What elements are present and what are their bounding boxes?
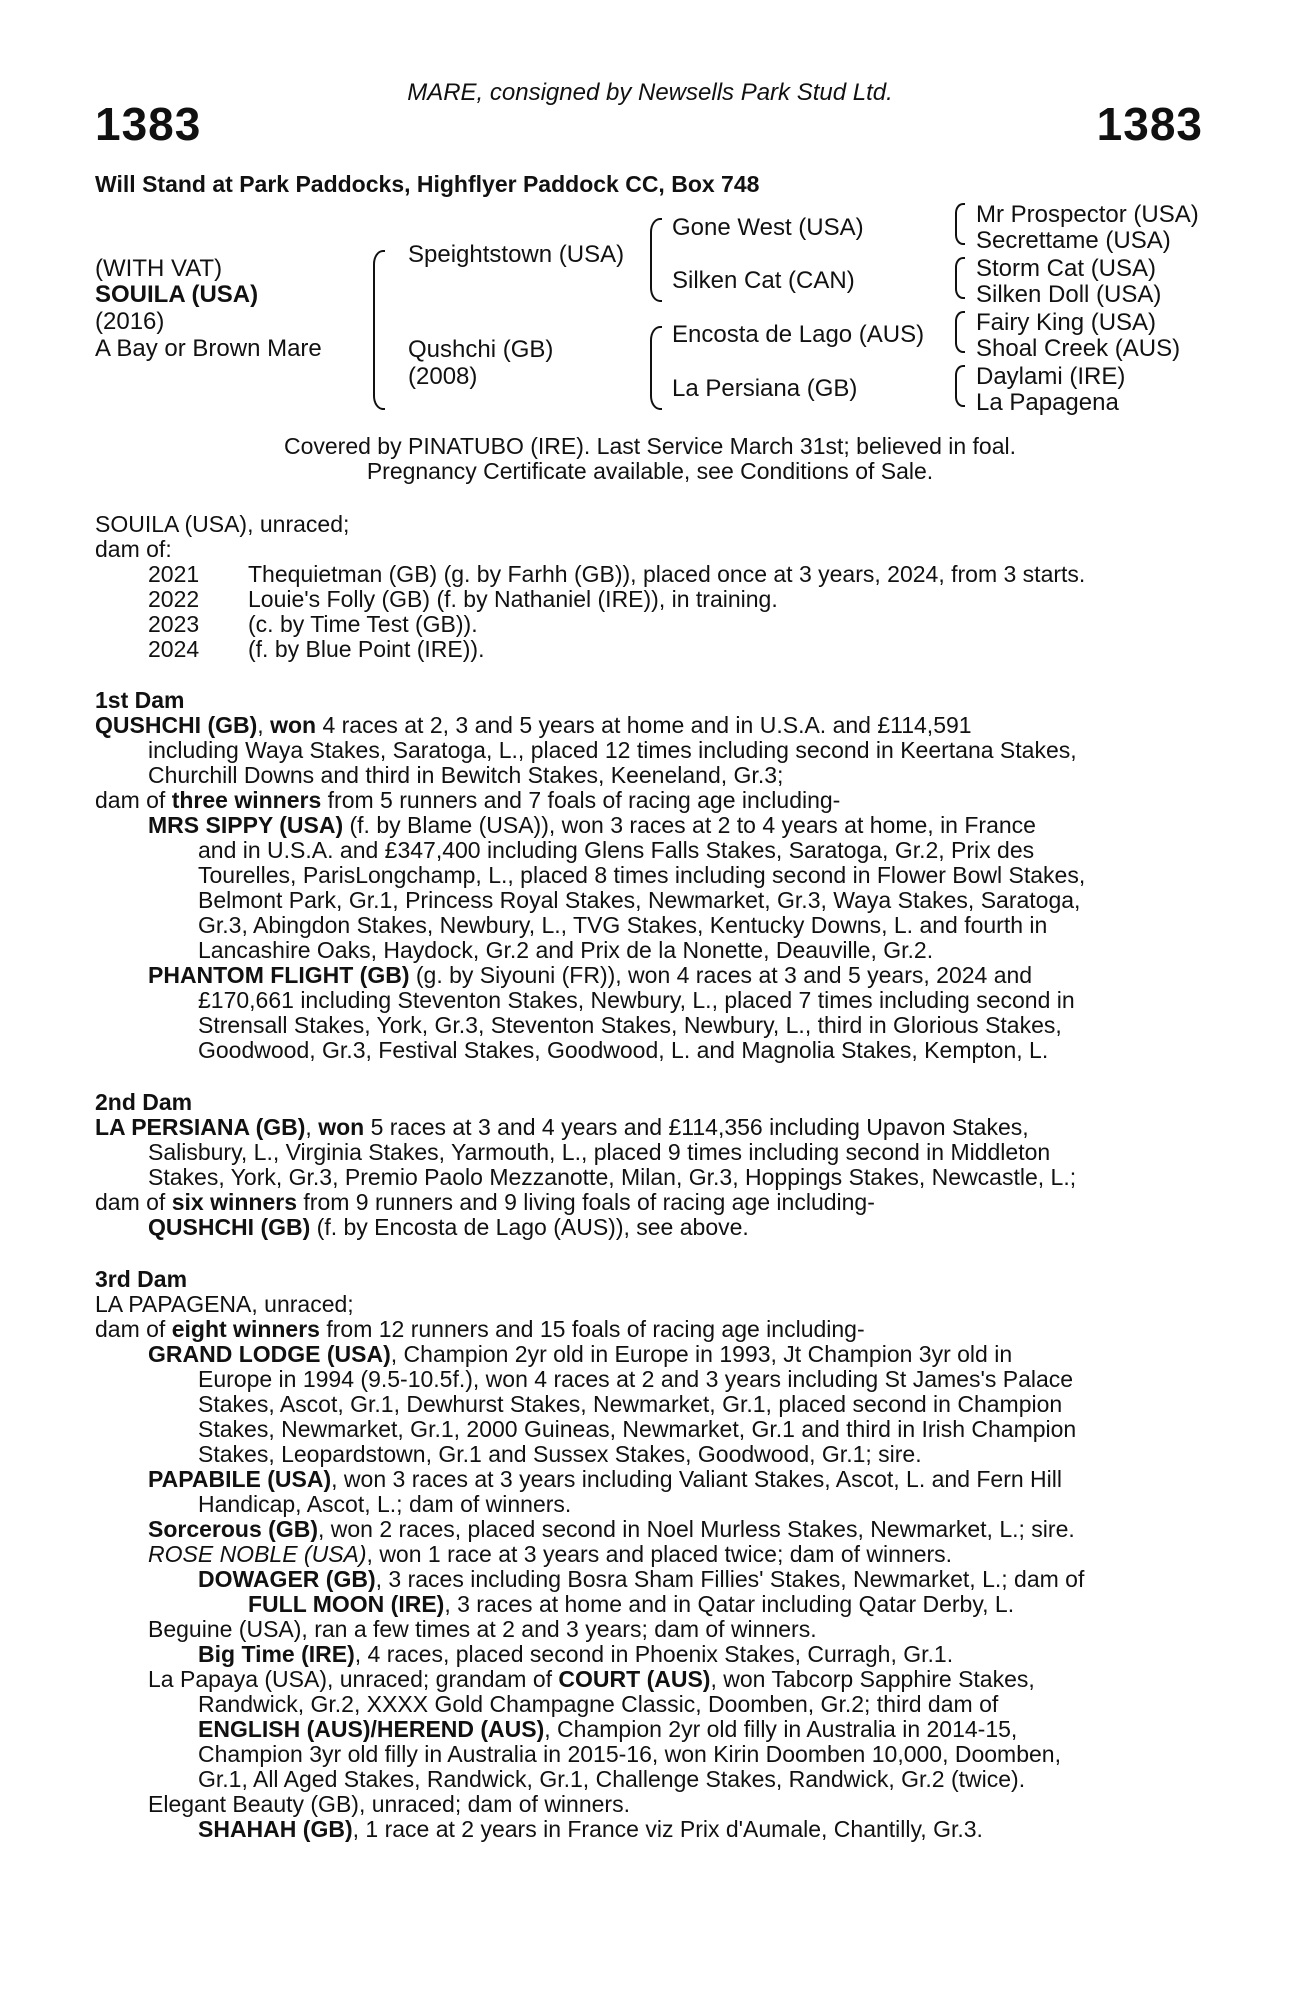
progeny-name: MRS SIPPY (USA)	[148, 812, 344, 838]
dsd: Shoal Creek (AUS)	[976, 335, 1181, 362]
progeny-line	[198, 1567, 1084, 1593]
progeny-line	[148, 1467, 1062, 1493]
progeny-line	[198, 1717, 1017, 1743]
progeny-text: Belmont Park, Gr.1, Princess Royal Stakes, Newmarket, Gr.3, Waya Stakes, Saratoga,	[198, 887, 1081, 913]
progeny-line	[148, 1342, 1012, 1368]
dam-sire: Encosta de Lago (AUS)	[672, 321, 925, 348]
dam2-won: won	[318, 1114, 365, 1140]
progeny-line	[148, 1542, 952, 1568]
dam1-won: won	[270, 712, 317, 738]
dam2-text: 5 races at 3 and 4 years and £114,356 including Upavon Stakes,	[370, 1114, 1029, 1140]
produce-text: Louie's Folly (GB) (f. by Nathaniel (IRE)), in training.	[248, 586, 778, 612]
progeny-text: , 3 races at home and in Qatar including Qatar Derby, L.	[444, 1591, 1015, 1617]
progeny-text: Stakes, Leopardstown, Gr.1 and Sussex Stakes, Goodwood, Gr.1; sire.	[198, 1441, 922, 1467]
dds: Daylami (IRE)	[976, 363, 1126, 390]
progeny-text: , 1 race at 2 years in France viz Prix d'Aumale, Chantilly, Gr.3.	[352, 1816, 983, 1842]
dam1-line: QUSHCHI (GB), won 4 races at 2, 3 and 5 years at home and in U.S.A. and £114,591	[95, 712, 972, 738]
dam: Qushchi (GB)	[408, 336, 554, 363]
progeny-line	[248, 1592, 1014, 1618]
progeny-name: Sorcerous (GB)	[148, 1516, 318, 1542]
stand-location: Will Stand at Park Paddocks, Highflyer Paddock CC, Box 748	[95, 171, 760, 197]
progeny-text: Goodwood, Gr.3, Festival Stakes, Goodwood, L. and Magnolia Stakes, Kempton, L.	[198, 1037, 1049, 1063]
dam1-damof	[95, 788, 840, 814]
dam2-damof	[95, 1190, 875, 1216]
produce-year: 2021	[148, 561, 200, 587]
dam1-text: including Waya Stakes, Saratoga, L., placed 12 times including second in Keertana Stakes,	[148, 737, 1077, 763]
progeny-text: , Champion 2yr old filly in Australia in 2014-15,	[544, 1716, 1018, 1742]
progeny-text: Handicap, Ascot, L.; dam of winners.	[198, 1491, 572, 1517]
progeny-text: £170,661 including Steventon Stakes, Newbury, L., placed 7 times including second in	[198, 987, 1075, 1013]
winners-count: six winners	[171, 1189, 297, 1215]
dam2-heading: 2nd Dam	[95, 1089, 193, 1115]
sds: Storm Cat (USA)	[976, 255, 1157, 282]
ddd: La Papagena	[976, 389, 1119, 416]
progeny-text: Lancashire Oaks, Haydock, Gr.2 and Prix de la Nonette, Deauville, Gr.2.	[198, 937, 934, 963]
progeny-line	[198, 1817, 983, 1843]
progeny-text: and in U.S.A. and £347,400 including Glens Falls Stakes, Saratoga, Gr.2, Prix des	[198, 837, 1035, 863]
ds-brace	[955, 311, 965, 353]
progeny-name: DOWAGER (GB)	[198, 1566, 376, 1592]
damof-text: from 9 runners and 9 living foals of racing age including-	[297, 1189, 875, 1215]
progeny-line	[148, 1517, 1075, 1543]
ssd: Secrettame (USA)	[976, 227, 1171, 254]
progeny-text: Europe in 1994 (9.5-10.5f.), won 4 races at 2 and 3 years including St James's Palace	[198, 1366, 1074, 1392]
horse-year: (2016)	[95, 308, 165, 335]
progeny-text: Gr.1, All Aged Stakes, Randwick, Gr.1, Challenge Stakes, Randwick, Gr.2 (twice).	[198, 1766, 1026, 1792]
dam1-heading: 1st Dam	[95, 687, 185, 713]
progeny-text: Strensall Stakes, York, Gr.3, Steventon Stakes, Newbury, L., third in Glorious Stakes,	[198, 1012, 1062, 1038]
damof-label: dam of	[95, 787, 172, 813]
progeny-text: Gr.3, Abingdon Stakes, Newbury, L., TVG Stakes, Kentucky Downs, L. and fourth in	[198, 912, 1048, 938]
damof-label: dam of	[95, 1316, 172, 1342]
sdd: Silken Doll (USA)	[976, 281, 1162, 308]
progeny-text: , won Tabcorp Sapphire Stakes,	[710, 1666, 1035, 1692]
dam-year: (2008)	[408, 363, 478, 390]
progeny-name: COURT (AUS)	[558, 1666, 711, 1692]
sd-brace	[955, 257, 965, 299]
sire: Speightstown (USA)	[408, 241, 625, 268]
sss: Mr Prospector (USA)	[976, 201, 1199, 228]
sire-sire: Gone West (USA)	[672, 214, 864, 241]
produce-year: 2024	[148, 636, 200, 662]
progeny-text: Beguine (USA), ran a few times at 2 and 3 years; dam of winners.	[148, 1616, 817, 1642]
damof-label: dam of	[95, 1189, 172, 1215]
progeny-text: , won 2 races, placed second in Noel Murless Stakes, Newmarket, L.; sire.	[317, 1516, 1075, 1542]
pregnancy-line: Pregnancy Certificate available, see Conditions of Sale.	[366, 458, 934, 484]
progeny-text: Champion 3yr old filly in Australia in 2015-16, won Kirin Doomben 10,000, Doomben,	[198, 1741, 1061, 1767]
progeny-name: SHAHAH (GB)	[198, 1816, 353, 1842]
progeny-text: Tourelles, ParisLongchamp, L., placed 8 times including second in Flower Bowl Stakes,	[198, 862, 1086, 888]
progeny-text: , 3 races including Bosra Sham Fillies' Stakes, Newmarket, L.; dam of	[375, 1566, 1085, 1592]
horse-name: SOUILA (USA)	[95, 281, 259, 308]
progeny-name: ROSE NOBLE (USA)	[148, 1541, 367, 1567]
pedigree-brace	[373, 250, 385, 410]
produce-damof: dam of:	[95, 536, 172, 562]
progeny-name: ENGLISH (AUS)/HEREND (AUS)	[198, 1716, 545, 1742]
dam1-text: Churchill Downs and third in Bewitch Stakes, Keeneland, Gr.3;	[148, 762, 784, 788]
dam3-damof	[95, 1317, 865, 1343]
progeny-name: FULL MOON (IRE)	[248, 1591, 445, 1617]
progeny-text: Stakes, Ascot, Gr.1, Dewhurst Stakes, Newmarket, Gr.1, placed second in Champion	[198, 1391, 1063, 1417]
produce-text: (c. by Time Test (GB)).	[248, 611, 478, 637]
produce-year: 2022	[148, 586, 200, 612]
progeny-text: , Champion 2yr old in Europe in 1993, Jt Champion 3yr old in	[390, 1341, 1013, 1367]
progeny-line	[198, 1642, 953, 1668]
progeny-text: Elegant Beauty (GB), unraced; dam of winners.	[148, 1791, 630, 1817]
progeny-text: Stakes, Newmarket, Gr.1, 2000 Guineas, Newmarket, Gr.1 and third in Irish Champion	[198, 1416, 1077, 1442]
damof-text: from 5 runners and 7 foals of racing age including-	[321, 787, 841, 813]
dd-brace	[955, 365, 965, 407]
dam-dam: La Persiana (GB)	[672, 375, 858, 402]
dam1-name: QUSHCHI (GB)	[95, 712, 258, 738]
progeny-line	[148, 963, 1032, 989]
horse-description: A Bay or Brown Mare	[95, 335, 322, 362]
progeny-line	[148, 1215, 749, 1241]
progeny-name: GRAND LODGE (USA)	[148, 1341, 391, 1367]
winners-count: three winners	[171, 787, 322, 813]
dam2-line: LA PERSIANA (GB), won 5 races at 3 and 4 years and £114,356 including Upavon Stakes,	[95, 1114, 1029, 1140]
progeny-text: , won 3 races at 3 years including Valiant Stakes, Ascot, L. and Fern Hill	[331, 1466, 1062, 1492]
progeny-name: PHANTOM FLIGHT (GB)	[148, 962, 410, 988]
progeny-text: (f. by Encosta de Lago (AUS)), see above.	[310, 1214, 749, 1240]
progeny-text: , won 1 race at 3 years and placed twice; dam of winners.	[366, 1541, 953, 1567]
progeny-line	[148, 813, 1036, 839]
dam-brace	[650, 326, 662, 410]
progeny-text: , 4 races, placed second in Phoenix Stakes, Curragh, Gr.1.	[354, 1641, 954, 1667]
progeny-name: Big Time (IRE)	[198, 1641, 355, 1667]
consignor-line: MARE, consigned by Newsells Park Stud Ltd.	[407, 79, 893, 106]
lot-number-right: 1383	[1096, 98, 1203, 150]
dss: Fairy King (USA)	[976, 309, 1157, 336]
sire-brace	[650, 218, 662, 302]
covered-line: Covered by PINATUBO (IRE). Last Service March 31st; believed in foal.	[283, 433, 1017, 459]
ss-brace	[955, 203, 965, 245]
dam2-text: Stakes, York, Gr.3, Premio Paolo Mezzanotte, Milan, Gr.3, Hoppings Stakes, Newcastle, L.;	[148, 1164, 1077, 1190]
progeny-name: QUSHCHI (GB)	[148, 1214, 311, 1240]
lot-number-left: 1383	[95, 98, 202, 150]
progeny-line	[148, 1667, 1035, 1693]
dam1-text: 4 races at 2, 3 and 5 years at home and in U.S.A. and £114,591	[322, 712, 972, 738]
winners-count: eight winners	[171, 1316, 320, 1342]
damof-text: from 12 runners and 15 foals of racing age including-	[319, 1316, 865, 1342]
produce-text: (f. by Blue Point (IRE)).	[248, 636, 485, 662]
progeny-text: (g. by Siyouni (FR)), won 4 races at 3 and 5 years, 2024 and	[409, 962, 1033, 988]
progeny-name: PAPABILE (USA)	[148, 1466, 332, 1492]
produce-intro: SOUILA (USA), unraced;	[95, 511, 350, 537]
progeny-text: Randwick, Gr.2, XXXX Gold Champagne Classic, Doomben, Gr.2; third dam of	[198, 1691, 999, 1717]
produce-year: 2023	[148, 611, 200, 637]
progeny-text: (f. by Blame (USA)), won 3 races at 2 to 4 years at home, in France	[343, 812, 1036, 838]
dam3-heading: 3rd Dam	[95, 1266, 188, 1292]
produce-text: Thequietman (GB) (g. by Farhh (GB)), placed once at 3 years, 2024, from 3 starts.	[248, 561, 1086, 587]
dam2-text: Salisbury, L., Virginia Stakes, Yarmouth, L., placed 9 times including second in Middleton	[148, 1139, 1051, 1165]
dam2-name: LA PERSIANA (GB)	[95, 1114, 306, 1140]
sire-dam: Silken Cat (CAN)	[672, 267, 855, 294]
progeny-text: La Papaya (USA), unraced; grandam of	[148, 1666, 559, 1692]
dam3-intro: LA PAPAGENA, unraced;	[95, 1291, 354, 1317]
vat-note: (WITH VAT)	[95, 255, 223, 282]
